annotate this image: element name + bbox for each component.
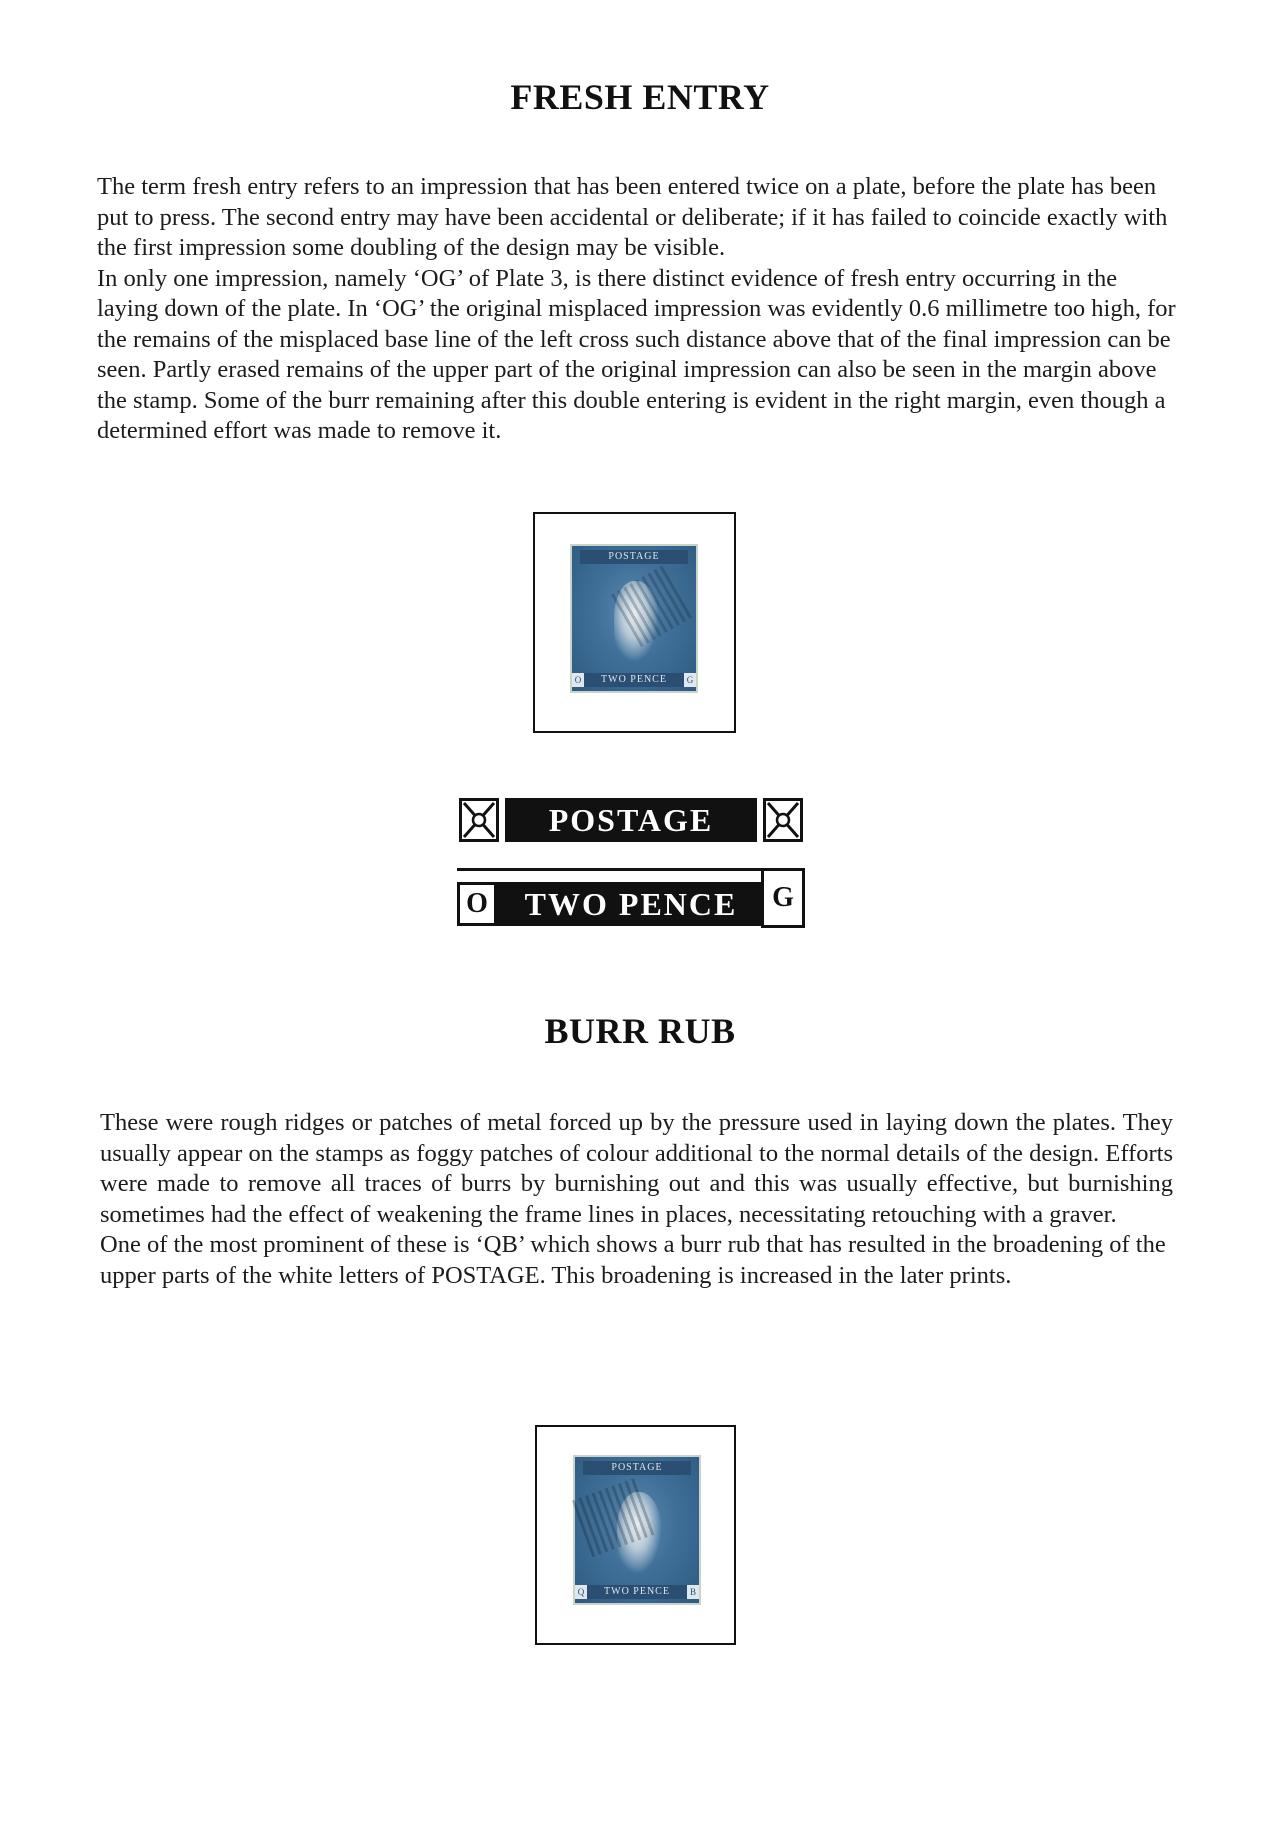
burr-rub-paragraph-2: One of the most prominent of these is ‘QB’ which shows a burr rub that has resulted in the broadening of the upper parts of the white letters of POSTAGE. This broadening is increased in the later prints. — [100, 1231, 1166, 1289]
section-title-fresh-entry: FRESH ENTRY — [510, 77, 770, 117]
fresh-entry-detail-drawing — [457, 790, 812, 930]
cross-ornament-right-icon — [763, 798, 803, 842]
burr-rub-text — [100, 1108, 1173, 1291]
detail-postage-band: POSTAGE — [505, 798, 757, 842]
detail-corner-letter-right: G — [761, 868, 805, 928]
detail-frame-line — [457, 868, 767, 871]
detail-corner-letter-left: O — [457, 882, 497, 926]
stamp-qb-image — [573, 1455, 701, 1605]
detail-two-pence-band: TWO PENCE — [497, 882, 765, 926]
stamp-og-image — [570, 544, 698, 693]
stamp-corner-letter-right: G — [684, 673, 696, 687]
stamp-corner-letter-left: Q — [575, 1585, 587, 1599]
fresh-entry-paragraph-2: In only one impression, namely ‘OG’ of Plate 3, is there distinct evidence of fresh entry occurring in the laying down of the plate. In ‘OG’ the original misplaced impression was evidently 0.6 millimetre too high, for the remains of the misplaced base line of the left cross such distance above that of the final impression can be seen. Partly erased remains of the upper part of the original impression can also be seen in the margin above the stamp. Some of the burr remaining after this double entering is evident in the right margin, even though a determined effort was made to remove it. — [97, 264, 1176, 444]
stamp-mount-og — [533, 512, 736, 733]
stamp-bottom-band: TWO PENCE — [580, 673, 688, 687]
stamp-top-band: POSTAGE — [583, 1461, 691, 1475]
stamp-bottom-band: TWO PENCE — [583, 1585, 691, 1599]
stamp-mount-qb — [535, 1425, 736, 1645]
section-title-burr-rub: BURR RUB — [544, 1011, 736, 1051]
fresh-entry-paragraph-1: The term fresh entry refers to an impression that has been entered twice on a plate, before the plate has been put to press. The second entry may have been accidental or deliberate; if it has failed to coincide exactly with the first impression some doubling of the design may be visible. — [97, 173, 1168, 261]
stamp-top-band: POSTAGE — [580, 550, 688, 564]
burr-rub-paragraph-1: These were rough ridges or patches of metal forced up by the pressure used in laying down the plates. They usually appear on the stamps as foggy patches of colour additional to the normal details of the design. Efforts were made to remove all traces of burrs by burnishing out and this was usually effective, but burnishing sometimes had the effect of weakening the frame lines in places, necessitating retouching with a graver. — [100, 1109, 1173, 1228]
fresh-entry-text — [97, 172, 1177, 447]
stamp-corner-letter-left: O — [572, 673, 584, 687]
cross-ornament-left-icon — [459, 798, 499, 842]
stamp-corner-letter-right: B — [687, 1585, 699, 1599]
